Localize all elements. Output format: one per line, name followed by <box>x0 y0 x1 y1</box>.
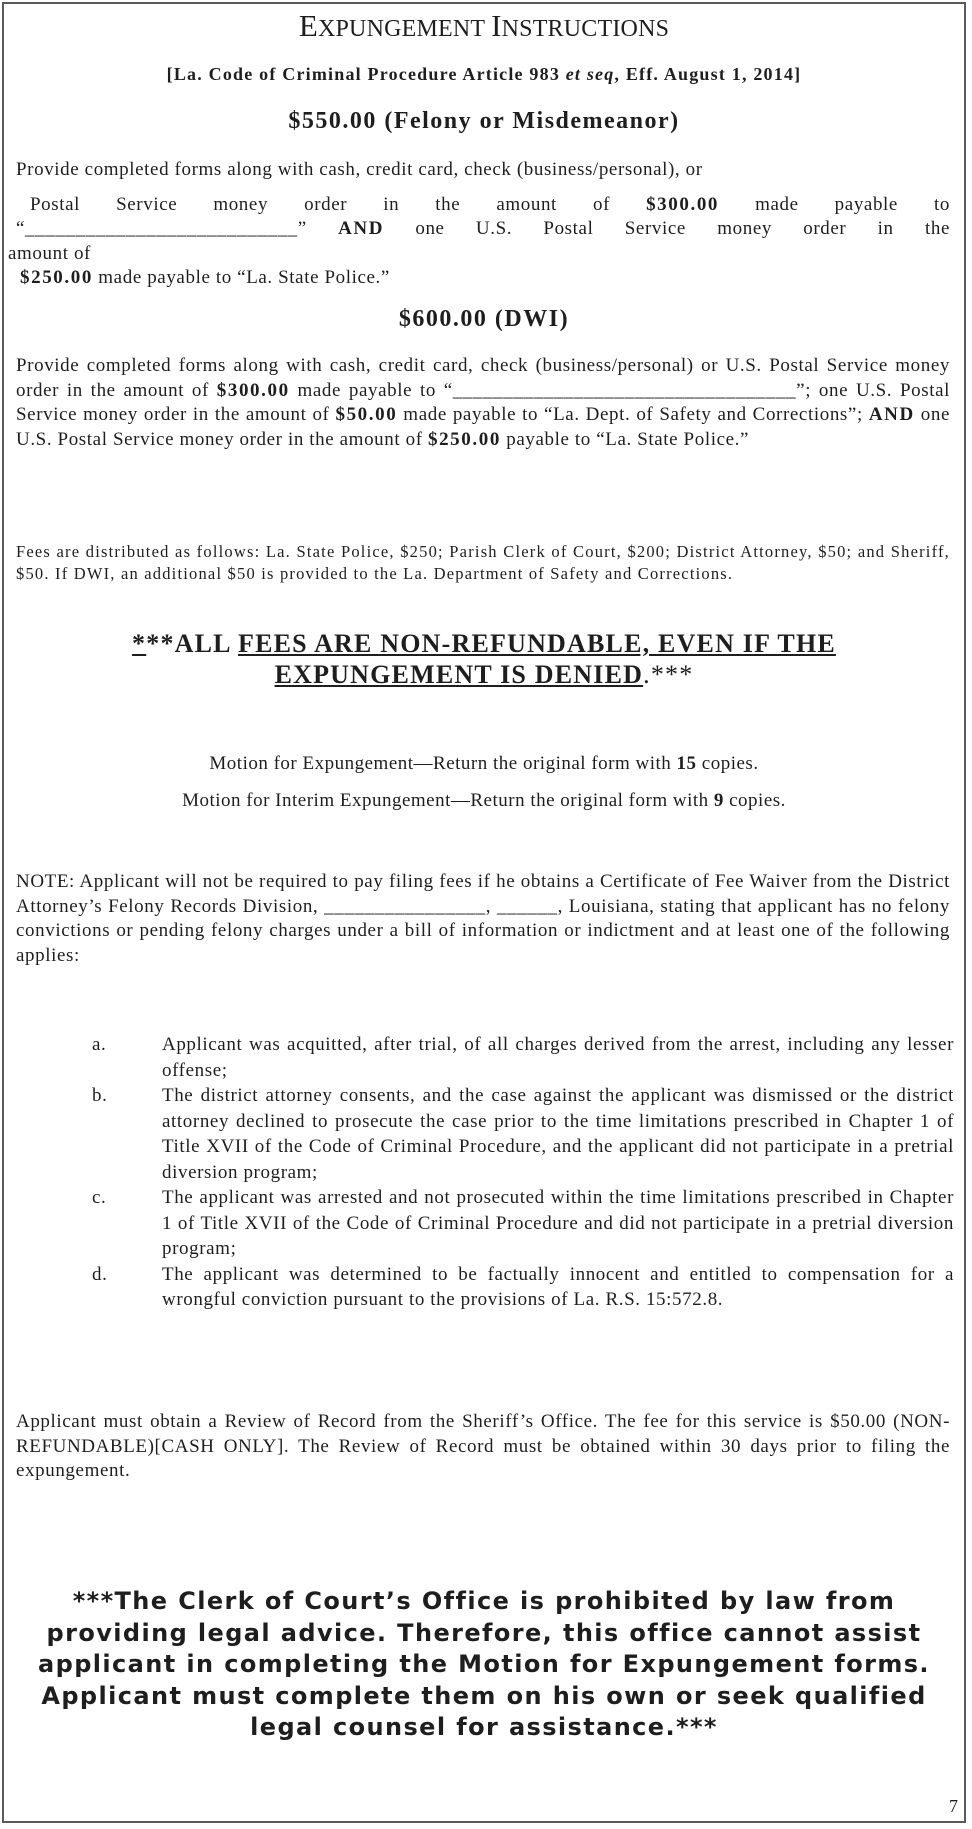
warning-lead-mark: * <box>132 629 147 658</box>
dwi-instructions <box>16 354 950 452</box>
felony-line-5-tail: made payable to “La. State Police.” <box>92 267 390 288</box>
dwi-text-3: made payable to “La. Dept. of Safety and Corrections”; <box>397 404 869 425</box>
non-refundable-warning <box>4 628 964 690</box>
review-of-record: Applicant must obtain a Review of Record from the Sheriff’s Office. The fee for this service is $50.00 (NON-REFUNDABLE)[CASH ONLY]. The Review of Record must be obtained within 30 days prior to filing the expungement. <box>16 1411 950 1481</box>
felony-and: AND <box>338 218 385 239</box>
list-item <box>74 1262 954 1313</box>
fee-distribution: Fees are distributed as follows: La. State Police, $250; Parish Clerk of Court, $200; District Attorney, $50; and Sheriff, $50. If DWI, an additional $50 is provided to the La. Department of Safety and Corrections. <box>16 542 950 583</box>
list-item-text: Applicant was acquitted, after trial, of all charges derived from the arrest, including any lesser offense; <box>162 1034 954 1081</box>
dwi-amount-3: $250.00 <box>427 428 501 450</box>
list-item-text: The applicant was determined to be factually innocent and entitled to compensation for a wrongful conviction pursuant to the provisions of La. R.S. 15:572.8. <box>162 1263 954 1310</box>
interim-copies-tail: copies. <box>723 790 786 811</box>
warning-lead-rest: ** <box>146 629 175 658</box>
motion-copies-tail: copies. <box>696 753 759 774</box>
motion-copies <box>4 753 964 775</box>
list-item <box>74 1032 954 1083</box>
warning-all: ALL <box>174 629 238 658</box>
felony-line-5 <box>16 266 950 291</box>
list-marker: d. <box>92 1263 108 1285</box>
title-initial-1: E <box>298 8 318 43</box>
dwi-heading: $600.00 (DWI) <box>398 306 570 332</box>
list-item <box>74 1083 954 1185</box>
title-word-2: NSTRUCTIONS <box>501 16 670 42</box>
title-word-1: XPUNGEMENT <box>317 16 492 42</box>
list-marker: c. <box>92 1187 107 1208</box>
interim-copies <box>4 790 964 812</box>
list-item-text: The applicant was arrested and not prosecuted within the time limitations prescribed in Chapter 1 of Title XVII of the Code of Criminal Procedure and did not participate in a pretrial diversion program; <box>162 1187 954 1259</box>
list-item <box>74 1185 954 1262</box>
list-marker: b. <box>92 1085 108 1106</box>
felony-line-4: amount of <box>8 242 91 264</box>
dwi-text-4: one U.S. Postal Service money order in the amount of <box>16 404 950 450</box>
fee-waiver-note: NOTE: Applicant will not be required to pay filing fees if he obtains a Certificate of Fee Waiver from the District Attorney’s Felony Records Division, ________________, ______, Louisiana, stating that applicant has no felony convictions or pending felony charges under a bill of information or indictment and at least one of the following applies: <box>16 871 950 966</box>
legal-citation <box>4 64 964 85</box>
felony-line-2-text: Postal Service money order in the amount of <box>30 193 647 215</box>
felony-line-3-tail: one U.S. Postal Service money order in the <box>384 218 950 239</box>
dwi-text-2: made payable to “__________________________________”; one U.S. Postal Service money order in the amount of <box>16 379 950 425</box>
list-item-text: The district attorney consents, and the case against the applicant was dismissed or the district attorney declined to prosecute the case prior to the time limitations prescribed in Chapter 1 of Title XVII of the Code of Criminal Procedure, and the applicant did not participate in a pretrial diversion program; <box>162 1085 954 1183</box>
felony-line-3 <box>16 217 950 242</box>
warning-tail: .*** <box>643 660 694 689</box>
felony-instructions <box>8 158 950 291</box>
legal-advice-disclaimer: ***The Clerk of Court’s Office is prohibited by law from providing legal advice. Therefore, this office cannot assist applicant in completing the Motion for Expungement forms. Applicant must complete them on his own or seek qualified legal counsel for assistance.*** <box>38 1587 930 1741</box>
felony-line-2-tail: made payable to <box>719 193 950 215</box>
citation-suffix: , Eff. August 1, 2014] <box>614 64 802 84</box>
citation-prefix: [La. Code of Criminal Procedure Article 983 <box>166 64 566 84</box>
dwi-text-1: Provide completed forms along with cash, credit card, check (business/personal) or U.S. Postal Service money order in the amount of <box>16 355 950 401</box>
page-number: 7 <box>949 1796 958 1816</box>
dwi-amount-1: $300.00 <box>216 379 290 401</box>
dwi-text-5: payable to “La. State Police.” <box>500 428 750 450</box>
citation-italic: et seq <box>565 64 615 84</box>
motion-copies-count: 15 <box>676 753 697 774</box>
felony-line-1: Provide completed forms along with cash, credit card, check (business/personal), or <box>16 159 703 180</box>
list-marker: a. <box>92 1034 107 1055</box>
title-initial-2: I <box>491 8 502 43</box>
felony-amount-2: $250.00 <box>20 267 93 288</box>
felony-heading: $550.00 (Felony or Misdemeanor) <box>288 108 680 134</box>
dwi-and: AND <box>868 404 915 425</box>
felony-amount-1: $300.00 <box>646 193 720 215</box>
document-page <box>2 2 966 1823</box>
waiver-conditions-list <box>74 1032 954 1313</box>
dwi-amount-2: $50.00 <box>335 404 398 425</box>
interim-copies-text: Motion for Interim Expungement—Return the original form with <box>182 790 714 811</box>
motion-copies-text: Motion for Expungement—Return the original form with <box>209 753 677 774</box>
felony-line-2 <box>16 193 950 218</box>
page-title <box>4 8 964 44</box>
felony-payee-blank: “___________________________” <box>16 218 339 239</box>
warning-underlined-1: FEES ARE NON-REFUNDABLE, EVEN IF THE <box>237 629 836 658</box>
interim-copies-count: 9 <box>713 790 724 811</box>
warning-underlined-2: EXPUNGEMENT IS DENIED <box>274 660 644 689</box>
